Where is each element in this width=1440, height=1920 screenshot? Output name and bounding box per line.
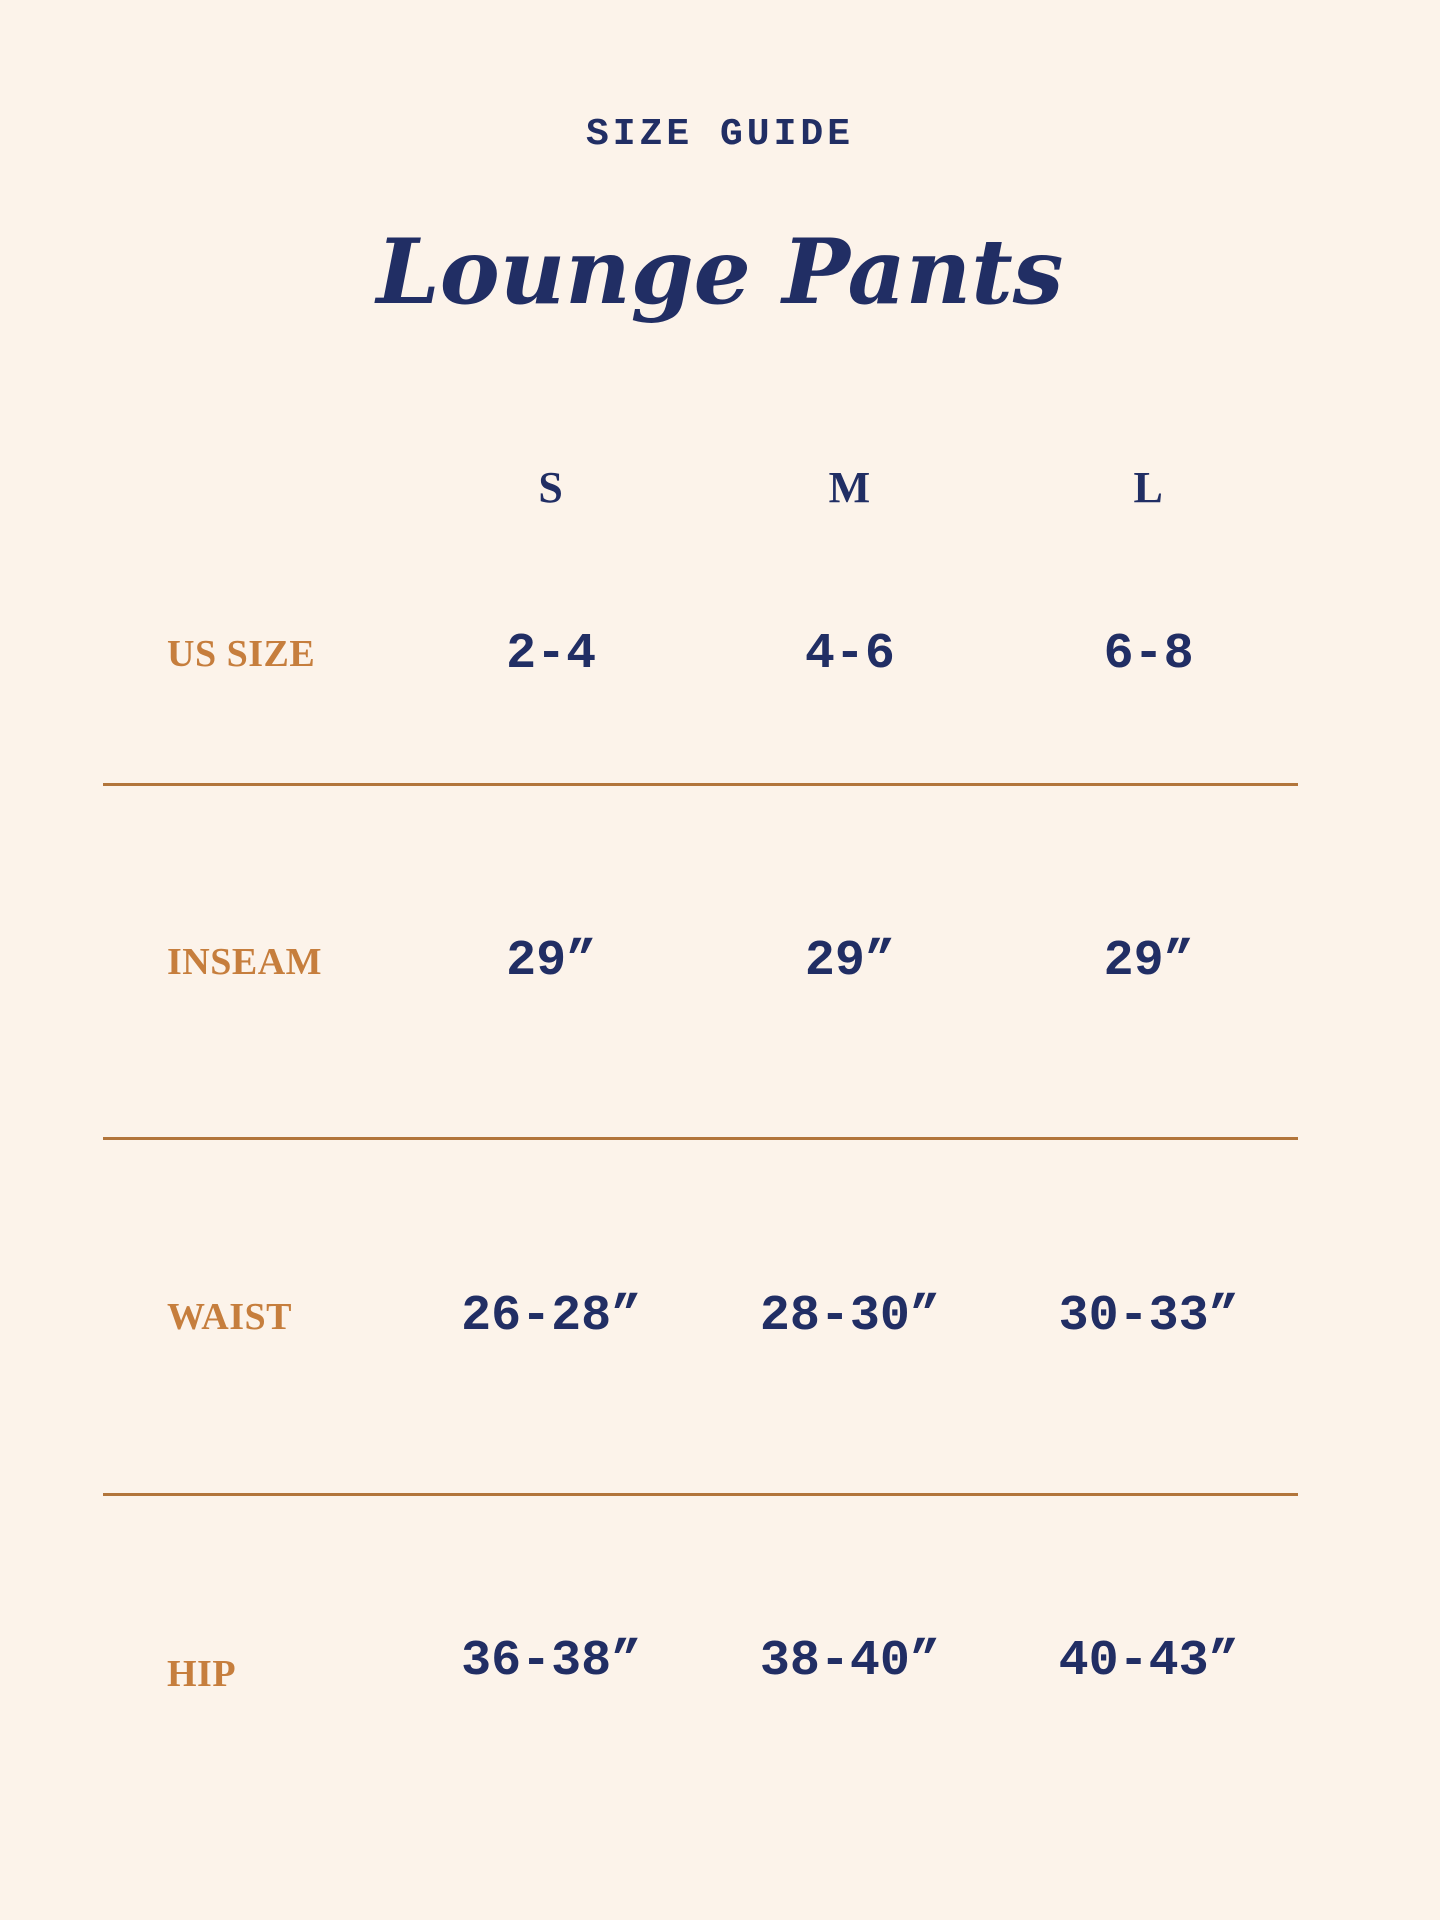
inseam-value-s: 29” (506, 933, 597, 990)
column-header-l: L (1133, 462, 1164, 512)
size-guide-label: SIZE GUIDE (585, 113, 855, 156)
hip-value-s: 36-38” (461, 1633, 642, 1690)
waist-value-l: 30-33” (1058, 1288, 1239, 1345)
column-header-m: M (828, 462, 872, 512)
row-label-us-size: US SIZE (167, 633, 316, 675)
size-table (103, 449, 1298, 1827)
product-title: Lounge Pants (376, 219, 1064, 325)
us-size-value-m: 4-6 (804, 625, 895, 683)
waist-value-s: 26-28” (461, 1288, 642, 1345)
us-size-value-s: 2-4 (506, 625, 597, 683)
row-label-inseam: INSEAM (167, 940, 323, 983)
row-label-hip: HIP (167, 1652, 237, 1695)
table-row-inseam (103, 783, 1298, 1137)
us-size-value-l: 6-8 (1103, 625, 1194, 683)
table-header-row (103, 449, 1298, 525)
waist-value-m: 28-30” (759, 1288, 940, 1345)
table-row-us-size (103, 525, 1298, 783)
row-label-waist: WAIST (167, 1295, 292, 1338)
inseam-value-m: 29” (804, 933, 895, 990)
hip-value-l: 40-43” (1058, 1633, 1239, 1690)
column-header-s: S (538, 462, 564, 512)
inseam-value-l: 29” (1103, 933, 1194, 990)
table-row-hip (103, 1493, 1298, 1827)
table-row-waist (103, 1137, 1298, 1493)
hip-value-m: 38-40” (759, 1633, 940, 1690)
